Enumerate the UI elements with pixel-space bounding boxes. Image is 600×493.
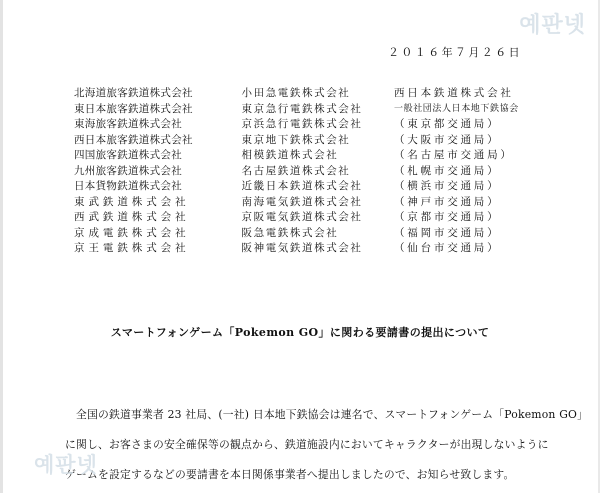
body-paragraph-line: に関し、お客さまの安全確保等の観点から、鉄道施設内においてキャラクターが出現しないように (65, 438, 549, 451)
company-name: 東日本旅客鉄道株式会社 (74, 102, 193, 115)
company-name: （名古屋市交通局） (394, 149, 514, 161)
company-name: 西日本旅客鉄道株式会社 (74, 133, 193, 146)
company-name: （京都市交通局） (394, 211, 501, 223)
company-name: 九州旅客鉄道株式会社 (74, 164, 182, 177)
company-name: 京 成 電 鉄 株 式 会 社 (74, 226, 186, 239)
company-name: 名古屋鉄道株式会社 (241, 164, 351, 177)
company-name: 日本貨物鉄道株式会社 (74, 180, 182, 192)
company-name: 阪急電鉄株式会社 (241, 226, 339, 239)
company-name: 相模鉄道株式会社 (241, 149, 339, 161)
watermark-bottom: 예판넷 (34, 453, 98, 477)
company-name: （札幌市交通局） (394, 164, 501, 177)
company-list (74, 86, 544, 257)
company-name: 東 武 鉄 道 株 式 会 社 (74, 195, 186, 208)
company-name: 京浜急行電鉄株式会社 (241, 118, 363, 130)
body-paragraph-line: ゲームを設定するなどの要請書を本日関係事業者へ提出しましたので、お知らせ致します。 (65, 468, 515, 481)
watermark-top: 예판넷 (519, 13, 586, 38)
document-date: ２０１６年７月２６日 (388, 46, 522, 59)
company-name: （横浜市交通局） (394, 180, 501, 192)
company-name: 東京急行電鉄株式会社 (241, 102, 363, 115)
company-name: 四国旅客鉄道株式会社 (74, 149, 182, 161)
company-name: 阪神電気鉄道株式会社 (241, 242, 363, 254)
company-name: （神戸市交通局） (394, 195, 501, 208)
company-name: （東京都交通局） (394, 118, 501, 130)
document-body (65, 400, 589, 490)
company-name: 一般社団法人日本地下鉄協会 (394, 103, 519, 114)
company-name: 南海電気鉄道株式会社 (241, 195, 363, 208)
company-name: 京阪電気鉄道株式会社 (241, 211, 363, 223)
company-column-3 (394, 86, 544, 257)
company-name: （福岡市交通局） (394, 226, 501, 239)
company-name: 近畿日本鉄道株式会社 (241, 180, 363, 192)
company-name: 東京地下鉄株式会社 (241, 133, 351, 146)
company-column-1 (74, 86, 209, 257)
company-name: （大阪市交通局） (394, 133, 501, 146)
company-name: （仙台市交通局） (394, 242, 501, 254)
company-name: 北海道旅客鉄道株式会社 (74, 87, 193, 99)
company-column-2 (242, 86, 382, 257)
body-paragraph-line: 全国の鉄道事業者 23 社局、(一社) 日本地下鉄協会は連名で、スマートフォンゲーム「Pokemon GO」 (76, 408, 589, 421)
company-name: 西日本鉄道株式会社 (394, 87, 514, 99)
company-name: 東海旅客鉄道株式会社 (74, 118, 182, 130)
page-border-left (0, 0, 3, 493)
company-name: 小田急電鉄株式会社 (241, 87, 351, 99)
company-name: 京 王 電 鉄 株 式 会 社 (74, 242, 186, 254)
company-name: 西 武 鉄 道 株 式 会 社 (74, 211, 186, 223)
document-subject: スマートフォンゲーム「Pokemon GO」に関わる要請書の提出について (110, 326, 490, 339)
